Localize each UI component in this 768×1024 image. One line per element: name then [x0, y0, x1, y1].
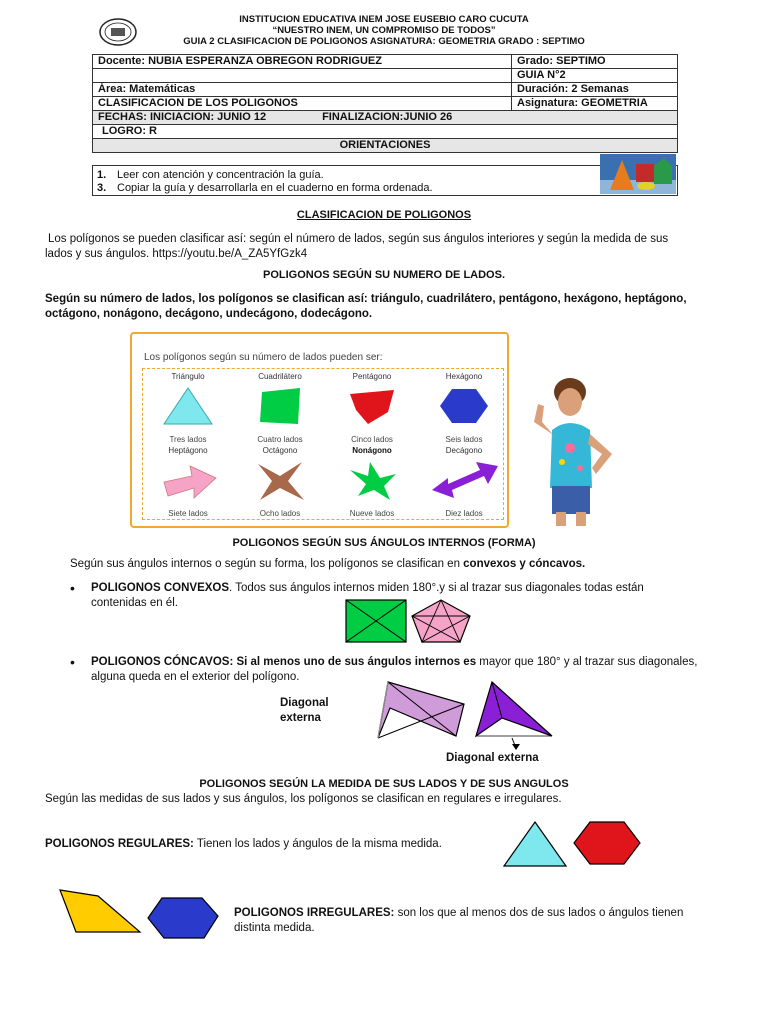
- grado-cell: Grado: SEPTIMO: [512, 55, 678, 69]
- intro-line-1: Los polígonos se pueden clasificar así: según el número de lados, según sus ángulos interiores y según la medida de sus: [48, 233, 669, 245]
- decagon-arrow-icon: [430, 458, 500, 504]
- triangle-icon: [162, 386, 214, 426]
- cell-decagono: Decágono Diez lados: [418, 442, 510, 520]
- orientaciones-box: [92, 165, 678, 196]
- section1-text-1: Según su número de lados, los polígonos se clasifican así: triángulo, cuadrilátero, pentágono, hexágono, heptágono,: [45, 293, 687, 305]
- intro-line-2: lados y sus ángulos. https://youtu.be/A_ZA5YfGzk4: [45, 248, 308, 260]
- cell-octagono: Octágono Ocho lados: [234, 442, 326, 520]
- orientacion-item: 1. Leer con atención y concentración la guía.: [97, 169, 324, 181]
- convex-square-diagonals: [344, 598, 408, 644]
- section1-title: POLIGONOS SEGÚN SU NUMERO DE LADOS.: [262, 269, 506, 281]
- polygon-types-panel: [130, 332, 509, 528]
- nonagon-icon: [346, 460, 398, 502]
- orientacion-item: 3. Copiar la guía y desarrollarla en el cuaderno en forma ordenada.: [97, 182, 433, 194]
- arrow-icon: [508, 736, 530, 752]
- irregulares-text-2: distinta medida.: [234, 922, 315, 934]
- main-title: CLASIFICACION DE POLIGONOS: [296, 209, 472, 221]
- bullet-icon: •: [70, 654, 75, 670]
- hexagon-icon: [438, 386, 490, 426]
- school-name: INSTITUCION EDUCATIVA INEM JOSE EUSEBIO CARO CUCUTA: [239, 14, 529, 25]
- irregular-quadrilateral: [58, 888, 142, 936]
- irregular-hexagon: [146, 896, 220, 940]
- section2-text: Según sus ángulos internos o según su forma, los polígonos se clasifican en convexos y cóncavos.: [70, 558, 586, 570]
- duracion-cell: Duración: 2 Semanas: [512, 83, 678, 97]
- logro-cell: LOGRO: R: [93, 125, 678, 139]
- cell-cuadrilatero: Cuadrilátero Cuatro lados: [234, 368, 326, 446]
- convexos-text-1: POLIGONOS CONVEXOS. Todos sus ángulos internos miden 180°.y si al trazar sus diagonales todas están: [91, 582, 644, 594]
- regular-triangle: [502, 820, 568, 868]
- concave-triangle-arrow: [472, 680, 556, 740]
- info-table: [92, 54, 678, 153]
- school-motto: “NUESTRO INEM, UN COMPROMISO DE TODOS”: [272, 25, 496, 36]
- guide-subtitle: GUIA 2 CLASIFICACION DE POLIGONOS ASIGNATURA: GEOMETRIA GRADO : SEPTIMO: [183, 36, 585, 47]
- heptagon-arrow-icon: [162, 462, 218, 502]
- cell-triangulo: Triángulo Tres lados: [142, 368, 234, 446]
- section1-text-2: octágono, nonágono, decágono, undecágono, dodecágono.: [45, 308, 373, 320]
- section3-title: POLIGONOS SEGÚN LA MEDIDA DE SUS LADOS Y DE SUS ANGULOS: [199, 778, 569, 790]
- empty-cell: [93, 69, 512, 83]
- octagon-star-icon: [256, 460, 306, 502]
- geometric-solids-image: [600, 154, 676, 194]
- docente-cell: Docente: NUBIA ESPERANZA OBREGON RODRIGUEZ: [93, 55, 512, 69]
- diagonal-externa-label-1a: Diagonal: [280, 697, 329, 709]
- fecha-fin: FINALIZACION:JUNIO 26: [322, 111, 453, 123]
- cell-pentagono: Pentágono Cinco lados: [326, 368, 418, 446]
- bullet-icon: •: [70, 580, 75, 596]
- pentagon-icon: [346, 386, 398, 426]
- convexos-text-2: contenidas en él.: [91, 597, 178, 609]
- diagonal-externa-label-2: Diagonal externa: [446, 752, 539, 764]
- cell-hexagono: Hexágono Seis lados: [418, 368, 510, 446]
- orientaciones-header: ORIENTACIONES: [93, 139, 678, 153]
- concavos-text-1: POLIGONOS CÓNCAVOS: Si al menos uno de sus ángulos internos es mayor que 180° y al trazar sus diagonales,: [91, 656, 698, 668]
- fechas-cell: [93, 111, 678, 125]
- area-cell: Área: Matemáticas: [93, 83, 512, 97]
- section3-text: Según las medidas de sus lados y sus ángulos, los polígonos se clasifican en regulares e irregulares.: [45, 793, 562, 805]
- guia-cell: GUIA N°2: [512, 69, 678, 83]
- diagonal-externa-label-1b: externa: [280, 712, 321, 724]
- concave-quadrilateral: [368, 676, 468, 740]
- regular-hexagon: [572, 820, 642, 866]
- irregulares-text-1: POLIGONOS IRREGULARES: son los que al menos dos de sus lados o ángulos tienen: [234, 907, 684, 919]
- cell-heptagono: Heptágono Siete lados: [142, 442, 234, 520]
- panel-caption: Los polígonos según su número de lados pueden ser:: [144, 352, 383, 363]
- quadrilateral-icon: [254, 386, 306, 426]
- section2-title: POLIGONOS SEGÚN SUS ÁNGULOS INTERNOS (FORMA): [232, 537, 536, 549]
- cell-nonagono: Nonágono Nueve lados: [326, 442, 418, 520]
- tema-cell: CLASIFICACION DE LOS POLIGONOS: [93, 97, 512, 111]
- fecha-inicio: FECHAS: INICIACION: JUNIO 12: [98, 111, 267, 123]
- regulares-text: POLIGONOS REGULARES: Tienen los lados y ángulos de la misma medida.: [45, 838, 442, 850]
- asignatura-cell: Asignatura: GEOMETRIA: [512, 97, 678, 111]
- girl-illustration: [512, 378, 630, 526]
- convex-pentagon-diagonals: [410, 598, 472, 644]
- concavos-text-2: alguna queda en el exterior del polígono.: [91, 671, 300, 683]
